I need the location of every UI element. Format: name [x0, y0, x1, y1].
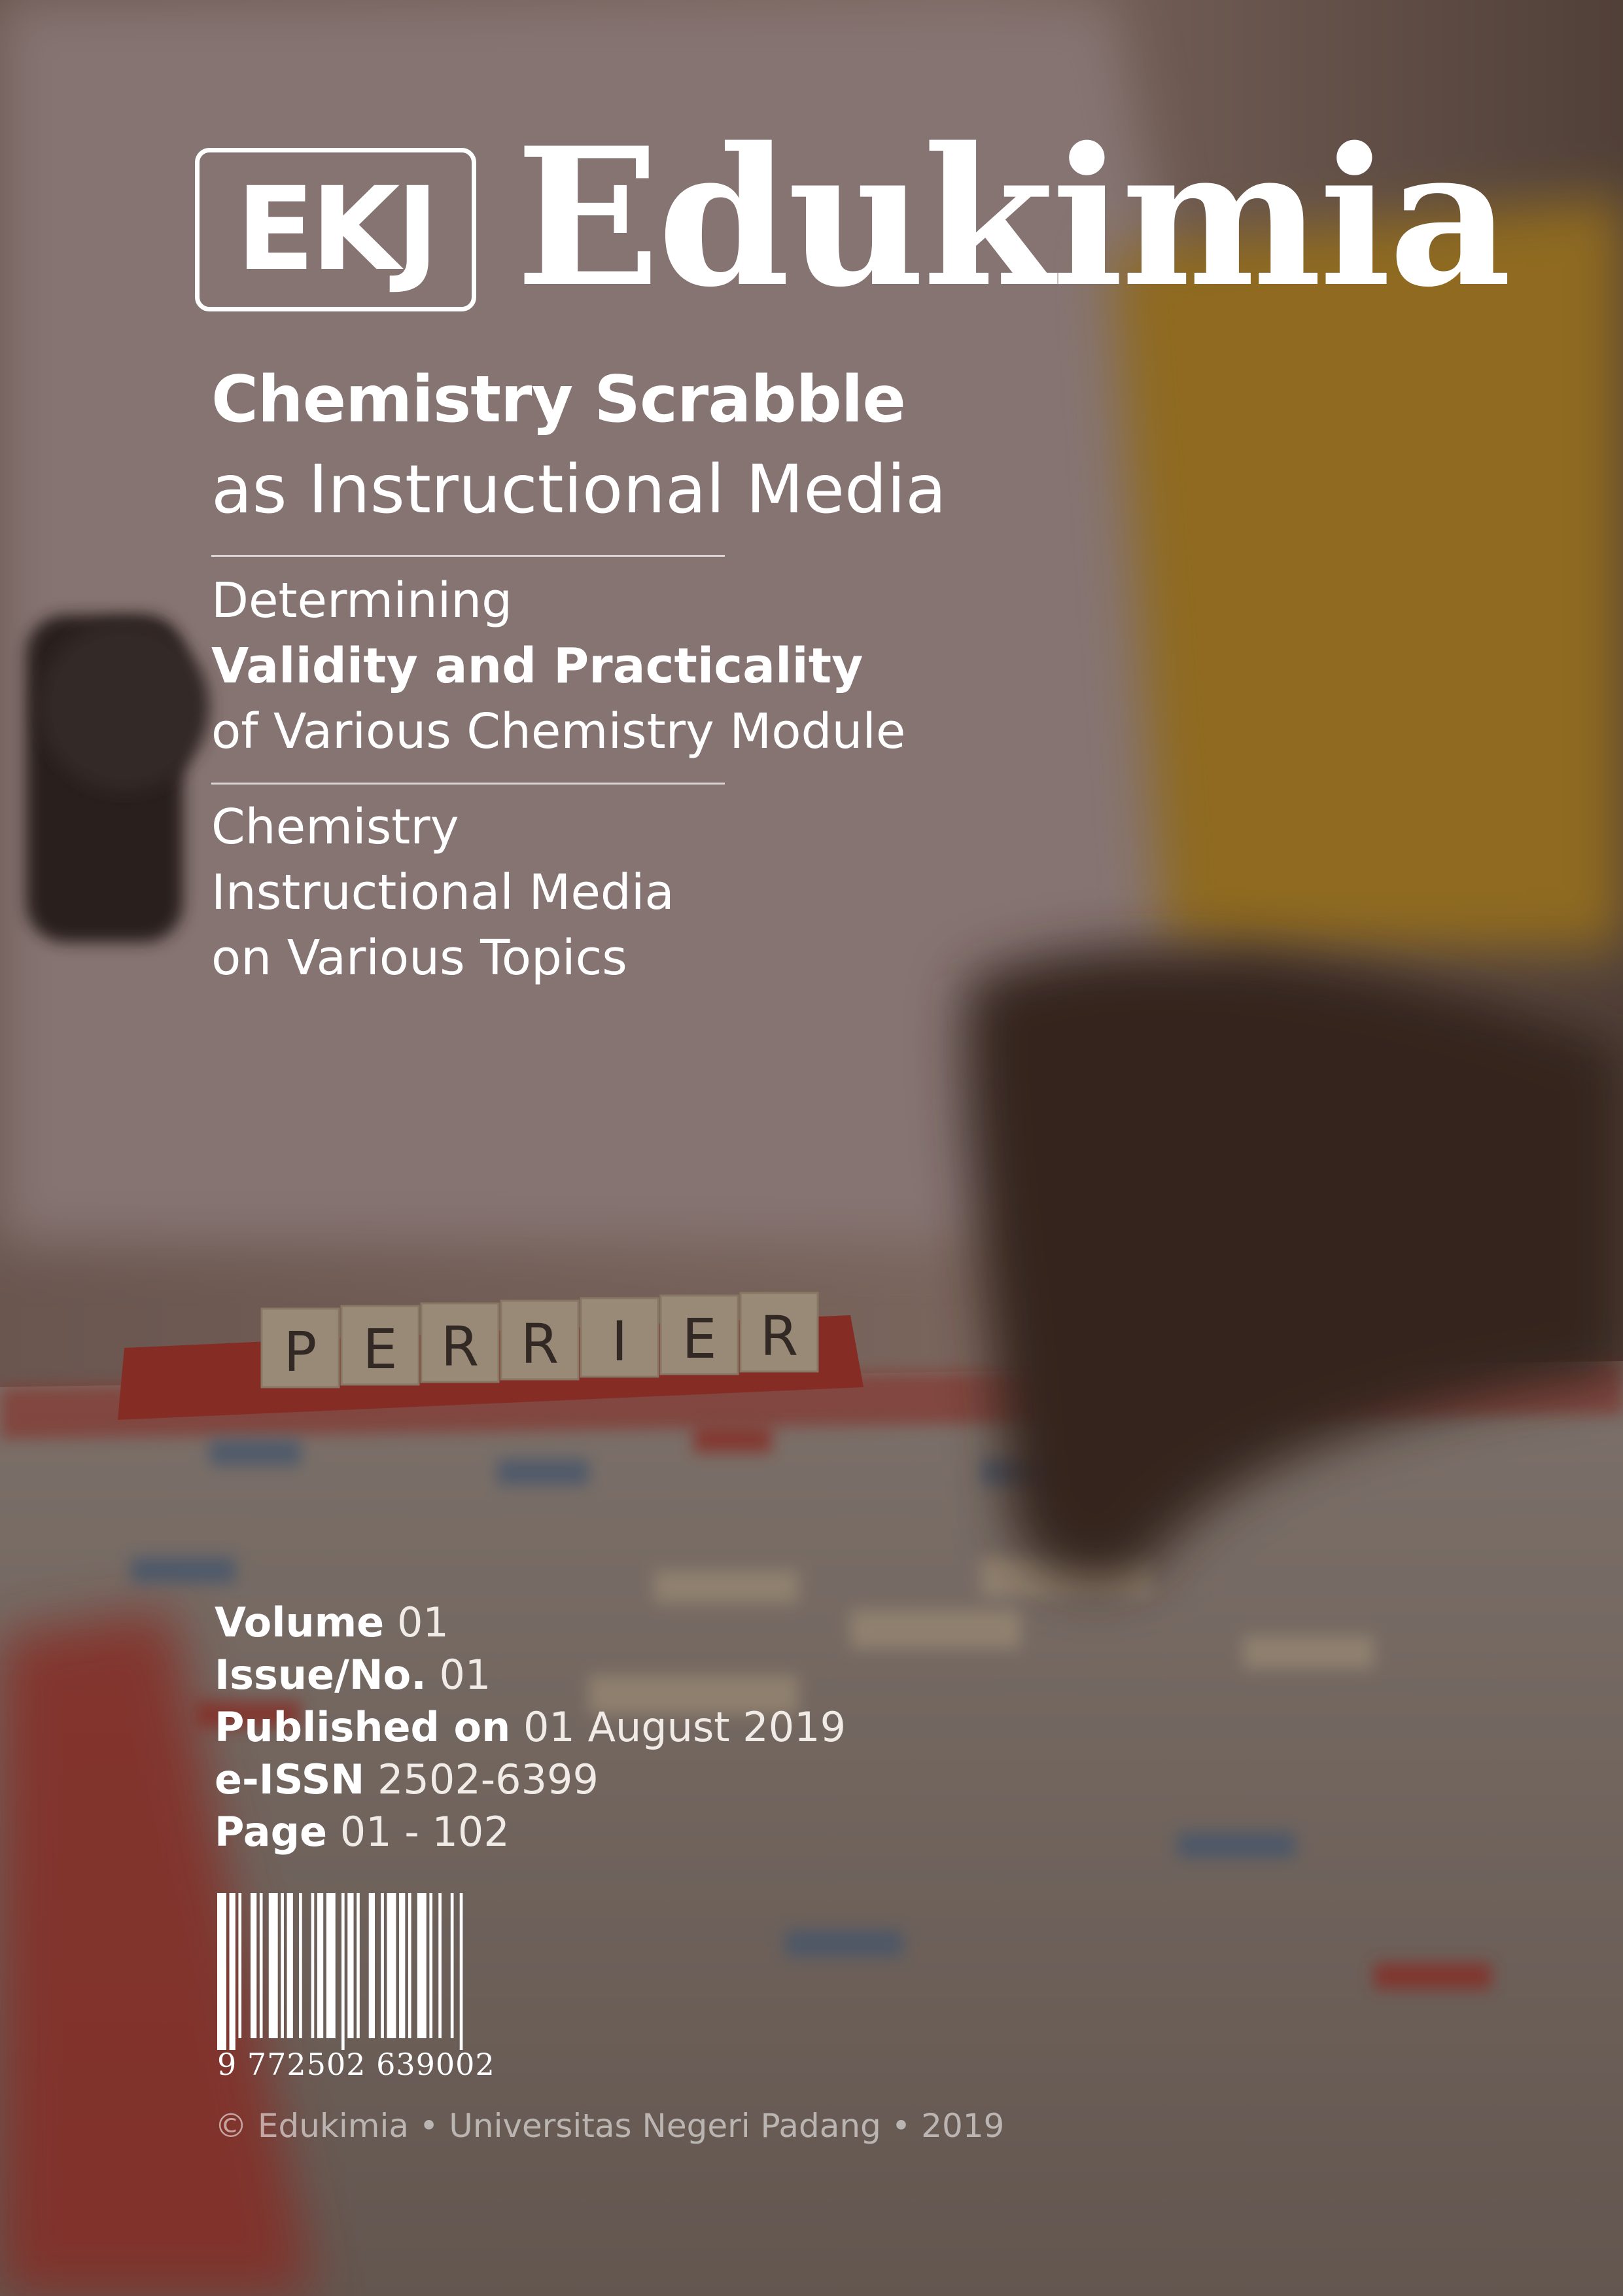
- issue-value: 01: [439, 1651, 491, 1699]
- isbn-barcode: [217, 1893, 495, 2083]
- scrabble-tile-5: I: [611, 1309, 628, 1373]
- eissn-label: e-ISSN: [215, 1756, 365, 1803]
- barcode-bar: [369, 1893, 375, 2038]
- barcode-bar: [317, 1893, 323, 2038]
- barcode-bar: [429, 1893, 432, 2038]
- barcode-bar: [341, 1893, 345, 2050]
- scrabble-tile-6: E: [682, 1307, 717, 1371]
- barcode-bar: [347, 1893, 353, 2038]
- barcode-bar: [451, 1893, 454, 2038]
- barcode-bar: [408, 1893, 411, 2038]
- section2-line2: Instructional Media: [211, 864, 674, 921]
- barcode-bar: [460, 1893, 463, 2050]
- published-value: 01 August 2019: [523, 1703, 846, 1751]
- scrabble-tile-2: E: [362, 1317, 398, 1381]
- barcode-bar: [326, 1893, 336, 2038]
- page-label: Page: [215, 1808, 328, 1856]
- barcode-bar: [238, 1893, 241, 2038]
- barcode-bar: [299, 1893, 302, 2038]
- barcode-number: 9 772502 639002: [217, 2047, 495, 2082]
- published-label: Published on: [215, 1703, 511, 1751]
- barcode-bar: [387, 1893, 396, 2038]
- barcode-bar: [251, 1893, 256, 2038]
- scrabble-tile-3: R: [440, 1315, 480, 1379]
- meta-page: [215, 1806, 846, 1858]
- barcode-bar: [281, 1893, 284, 2038]
- meta-issue: [215, 1649, 846, 1701]
- barcode-bar: [311, 1893, 315, 2038]
- footer-copyright: © Edukimia • Universitas Negeri Padang • 2019: [215, 2107, 1005, 2145]
- journal-wordmark: Edukimia: [515, 107, 1509, 329]
- barcode-bar: [357, 1893, 360, 2038]
- barcode-bar: [438, 1893, 442, 2038]
- ekj-logo-mark: [195, 148, 476, 311]
- issue-metadata: [215, 1597, 846, 1858]
- barcode-bar: [417, 1893, 427, 2038]
- divider-1: [211, 555, 725, 557]
- barcode-icon: [217, 1893, 466, 2050]
- issue-label: Issue/No.: [215, 1651, 427, 1699]
- barcode-bar: [217, 1893, 226, 2050]
- meta-volume: [215, 1597, 846, 1649]
- section2-line3: on Various Topics: [211, 930, 627, 986]
- meta-eissn: [215, 1754, 846, 1806]
- scrabble-tile-7: R: [759, 1304, 799, 1368]
- barcode-bar: [287, 1893, 293, 2038]
- scrabble-tile-4: R: [520, 1312, 559, 1376]
- barcode-bar: [399, 1893, 405, 2038]
- section1-line3: of Various Chemistry Module: [211, 703, 906, 760]
- feature-title-bold: Chemistry Scrabble: [211, 362, 905, 437]
- meta-published: [215, 1701, 846, 1754]
- section2-line1: Chemistry: [211, 799, 459, 855]
- section1-line2: Validity and Practicality: [211, 638, 864, 694]
- barcode-bar: [230, 1893, 236, 2050]
- volume-value: 01: [396, 1598, 449, 1646]
- divider-2: [211, 783, 725, 785]
- page-value: 01 - 102: [340, 1808, 510, 1856]
- section1-line1: Determining: [211, 573, 513, 629]
- barcode-bar: [269, 1893, 278, 2038]
- volume-label: Volume: [215, 1598, 385, 1646]
- feature-title-regular: as Instructional Media: [211, 451, 947, 529]
- barcode-bar: [260, 1893, 263, 2038]
- eissn-value: 2502-6399: [377, 1756, 599, 1803]
- scrabble-tile-1: P: [283, 1320, 317, 1384]
- barcode-bar: [381, 1893, 384, 2038]
- logo-mark-text: EKJ: [236, 162, 436, 296]
